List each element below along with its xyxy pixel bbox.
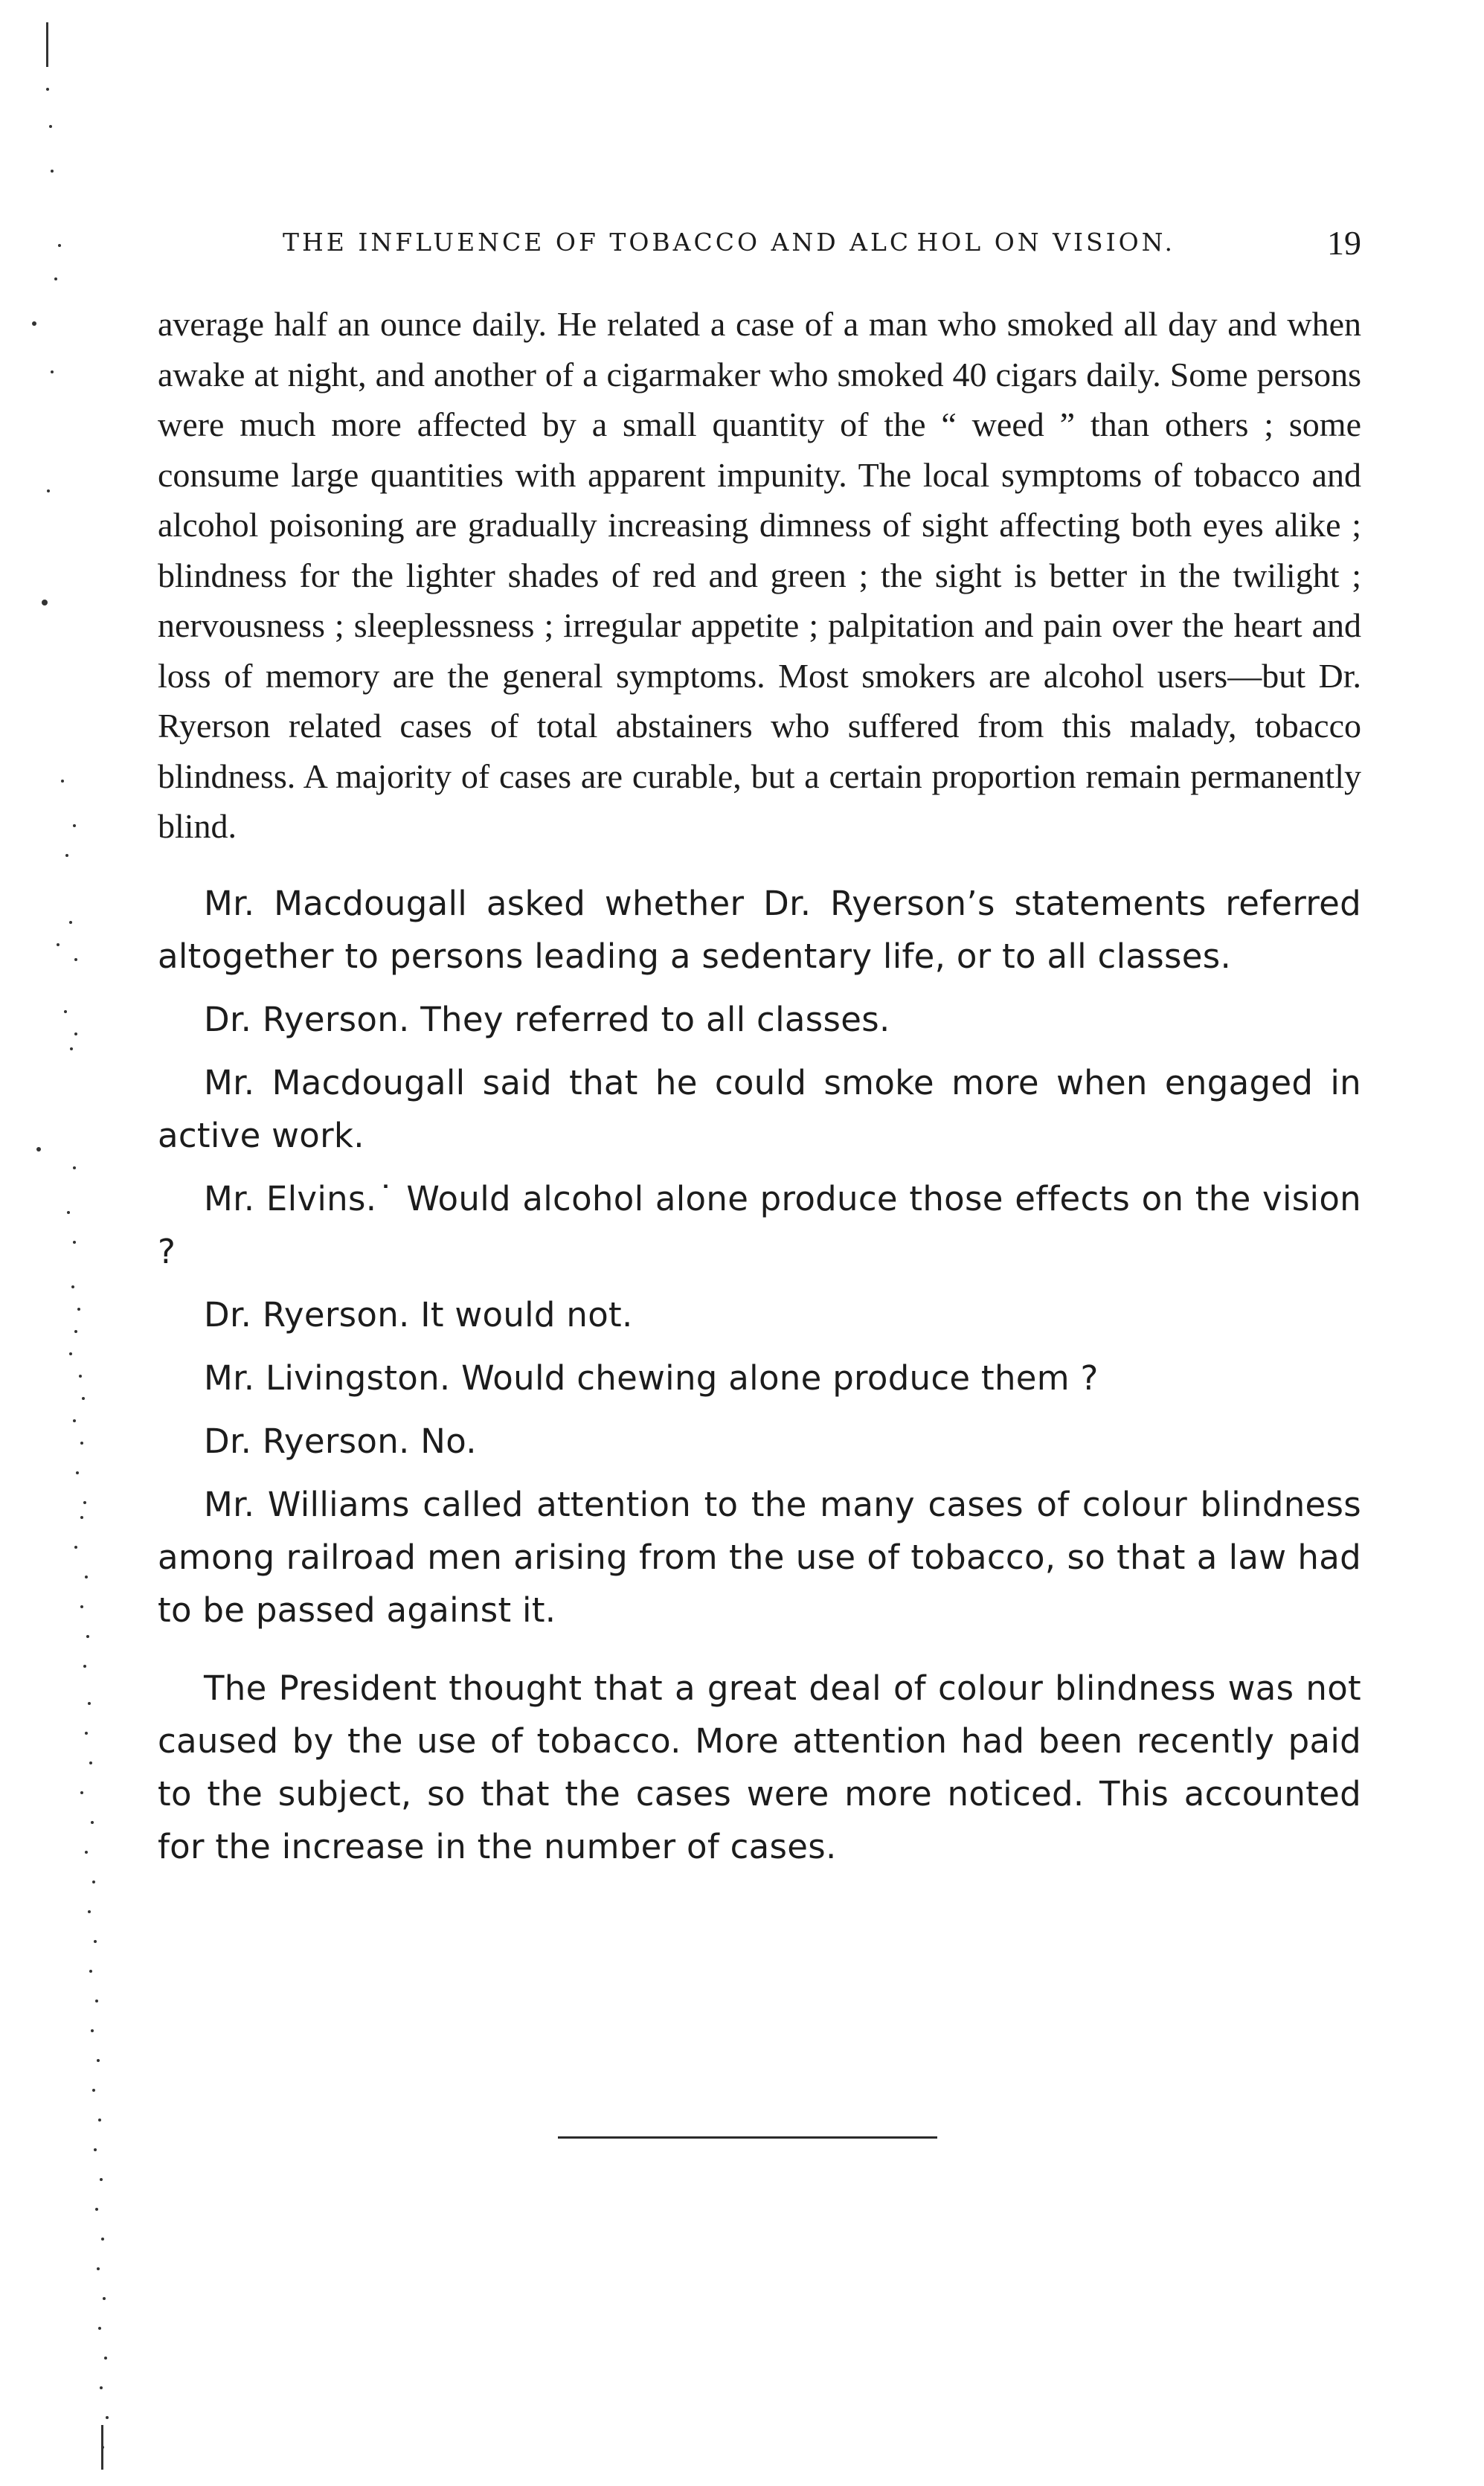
paragraph-ryerson-reply-not: Dr. Ryerson. It would not. [204,1294,633,1334]
paragraph-livingston-question: Mr. Livingston. Would chewing alone produce them ? [204,1358,1099,1398]
paragraph-macdougall-active-work: Mr. Macdougall said that he could smoke more when engaged in active work. [158,1062,1361,1155]
paragraph-macdougall-question: Mr. Macdougall asked whether Dr. Ryerson’s statements referred altogether to persons leading a sedentary life, or to all classes. [158,883,1361,976]
section-end-rule [558,2136,937,2139]
paragraph-ryerson-reply-classes: Dr. Ryerson. They referred to all classes. [204,999,890,1039]
running-title: THE INFLUENCE OF TOBACCO AND ALC HOL ON VISION. [283,228,1175,257]
binding-edge-speckles [30,22,119,2477]
body-text [158,299,1361,1873]
paragraph-ryerson-report: average half an ounce daily. He related a case of a man who smoked all day and when awake at night, and another of a cigarmaker who smoked 40 cigars daily. Some persons were much more affected by a small quantity of the “ weed ” than others ; some consume large quantities with apparent impunity. The local symptoms of tobacco and alcohol poisoning are gradually increasing dimness of sight affecting both eyes alike ; blindness for the lighter shades of red and green ; the sight is better in the twilight ; nervousness ; sleeplessness ; irregular appetite ; palpitation and pain over the heart and loss of memory are the general symptoms. Most smokers are alcohol users—but Dr. Ryerson related cases of total abstainers who suffered from this malady, tobacco blindness. A majority of cases are curable, but a certain proportion remain permanently blind. [158,305,1361,845]
paragraph-williams-railroad: Mr. Williams called attention to the many cases of colour blindness among railroad men arising from the use of tobacco, so that a law had to be passed against it. [158,1484,1361,1630]
paragraph-elvins-question: Mr. Elvins.˙ Would alcohol alone produce those effects on the vision ? [158,1178,1361,1271]
paragraph-president-remarks: The President thought that a great deal of colour blindness was not caused by the use of tobacco. More attention had been recently paid to the subject, so that the cases were more noticed. This accounted for the increase in the number of cases. [158,1668,1361,1866]
running-head [156,223,1361,268]
page-number: 19 [1327,224,1361,262]
paragraph-ryerson-reply-no: Dr. Ryerson. No. [204,1421,477,1461]
